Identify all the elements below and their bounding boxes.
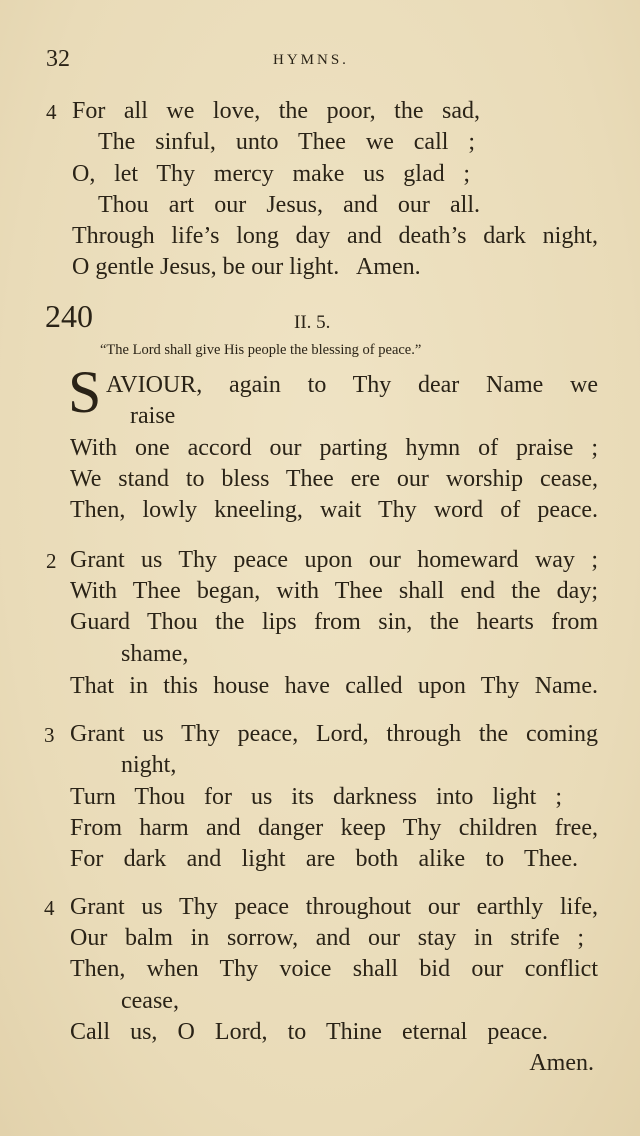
- drop-cap: S: [68, 359, 102, 425]
- verse-line: The sinful, unto Thee we call ;: [98, 129, 475, 155]
- stanza-number: 3: [44, 723, 55, 747]
- verse-line: Guard Thou the lips from sin, the hearts from: [70, 609, 598, 635]
- verse-line: From harm and danger keep Thy children free,: [70, 815, 598, 841]
- verse-line: AVIOUR, again to Thy dear Name we: [106, 372, 598, 398]
- stanza-number: 2: [46, 549, 57, 573]
- verse-line: Through life’s long day and death’s dark night,: [72, 223, 598, 249]
- verse-line: O gentle Jesus, be our light. Amen.: [72, 254, 421, 280]
- verse-line: O, let Thy mercy make us glad ;: [72, 161, 470, 187]
- stanza-number: 4: [46, 100, 57, 124]
- running-head: HYMNS.: [273, 52, 349, 68]
- verse-line: raise: [130, 403, 176, 429]
- page-number: 32: [46, 46, 70, 72]
- verse-line: For dark and light are both alike to Thee.: [70, 846, 578, 872]
- tune-meter: II. 5.: [294, 312, 331, 333]
- verse-line: Then, lowly kneeling, wait Thy word of peace.: [70, 497, 598, 523]
- verse-line: With Thee began, with Thee shall end the day;: [70, 578, 598, 604]
- verse-line: Our balm in sorrow, and our stay in strife ;: [70, 925, 584, 951]
- verse-line: shame,: [121, 641, 189, 667]
- verse-line: For all we love, the poor, the sad,: [72, 98, 480, 124]
- hymn-number: 240: [45, 298, 93, 334]
- verse-line: Grant us Thy peace, Lord, through the coming: [70, 721, 598, 747]
- verse-line: Then, when Thy voice shall bid our conflict: [70, 956, 598, 982]
- verse-line: night,: [121, 752, 177, 778]
- verse-line: That in this house have called upon Thy Name.: [70, 673, 598, 699]
- verse-line: With one accord our parting hymn of praise ;: [70, 435, 598, 461]
- verse-line: Grant us Thy peace upon our homeward way ;: [70, 547, 598, 573]
- amen: Amen.: [529, 1050, 594, 1076]
- verse-line: Grant us Thy peace throughout our earthly life,: [70, 894, 598, 920]
- verse-line: Thou art our Jesus, and our all.: [98, 192, 480, 218]
- verse-line: Call us, O Lord, to Thine eternal peace.: [70, 1019, 548, 1045]
- verse-line: Turn Thou for us its darkness into light ;: [70, 784, 562, 810]
- epigraph: “The Lord shall give His people the blessing of peace.”: [100, 342, 422, 358]
- verse-line: cease,: [121, 988, 179, 1014]
- stanza-number: 4: [44, 896, 55, 920]
- verse-line: We stand to bless Thee ere our worship cease,: [70, 466, 598, 492]
